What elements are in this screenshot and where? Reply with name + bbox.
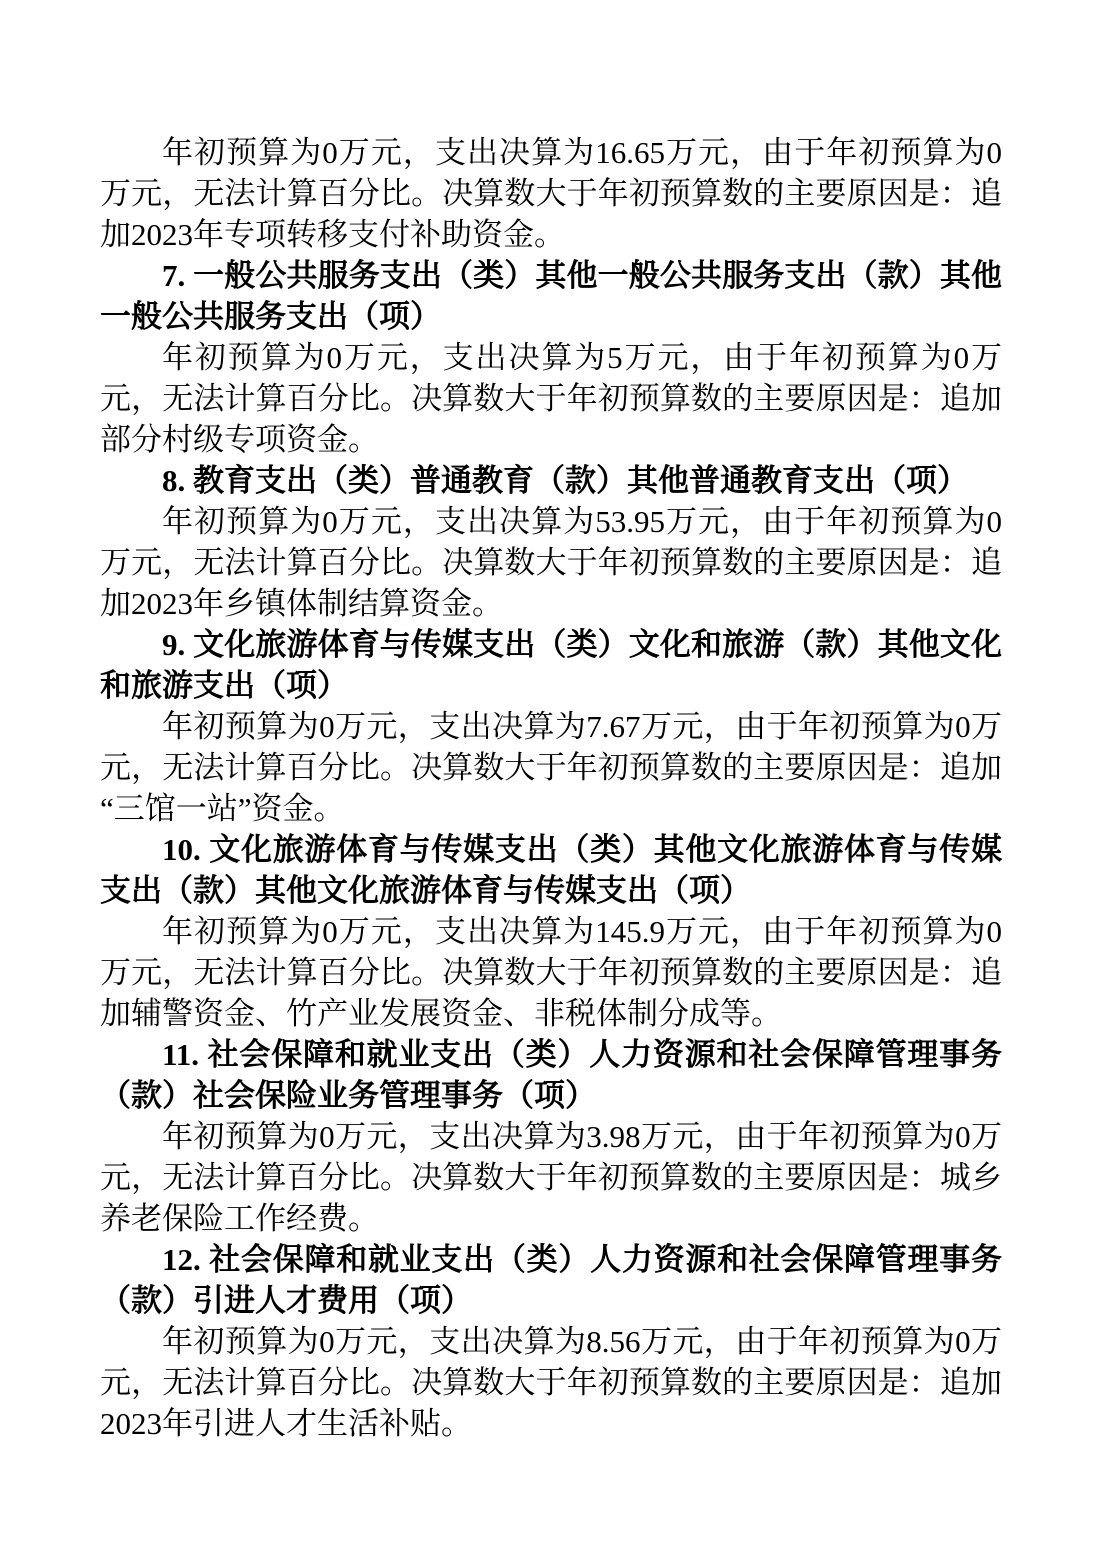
- document-body: [100, 132, 1002, 1444]
- paragraph-item11-detail: 年初预算为0万元，支出决算为3.98万元，由于年初预算为0万元，无法计算百分比。决算数大于年初预算数的主要原因是：城乡养老保险工作经费。: [100, 1119, 1002, 1236]
- paragraph-item10-detail: 年初预算为0万元，支出决算为145.9万元，由于年初预算为0万元，无法计算百分比。决算数大于年初预算数的主要原因是：追加辅警资金、竹产业发展资金、非税体制分成等。: [100, 914, 1002, 1031]
- paragraph-item12-detail: 年初预算为0万元，支出决算为8.56万元，由于年初预算为0万元，无法计算百分比。决算数大于年初预算数的主要原因是：追加2023年引进人才生活补贴。: [100, 1324, 1002, 1441]
- heading-item10: 10. 文化旅游体育与传媒支出（类）其他文化旅游体育与传媒支出（款）其他文化旅游体育与传媒支出（项）: [100, 832, 1002, 908]
- heading-item8: 8. 教育支出（类）普通教育（款）其他普通教育支出（项）: [162, 463, 968, 498]
- paragraph-item6-detail: 年初预算为0万元，支出决算为16.65万元，由于年初预算为0万元，无法计算百分比。决算数大于年初预算数的主要原因是：追加2023年专项转移支付补助资金。: [100, 135, 1002, 252]
- paragraph-item8-detail: 年初预算为0万元，支出决算为53.95万元，由于年初预算为0万元，无法计算百分比。决算数大于年初预算数的主要原因是：追加2023年乡镇体制结算资金。: [100, 504, 1002, 621]
- heading-item7: 7. 一般公共服务支出（类）其他一般公共服务支出（款）其他一般公共服务支出（项）: [100, 258, 1002, 334]
- heading-item9: 9. 文化旅游体育与传媒支出（类）文化和旅游（款）其他文化和旅游支出（项）: [100, 627, 1002, 703]
- paragraph-item9-detail: 年初预算为0万元，支出决算为7.67万元，由于年初预算为0万元，无法计算百分比。决算数大于年初预算数的主要原因是：追加“三馆一站”资金。: [100, 709, 1002, 826]
- heading-item11: 11. 社会保障和就业支出（类）人力资源和社会保障管理事务（款）社会保险业务管理事务（项）: [100, 1037, 1002, 1113]
- paragraph-item7-detail: 年初预算为0万元，支出决算为5万元，由于年初预算为0万元，无法计算百分比。决算数大于年初预算数的主要原因是：追加部分村级专项资金。: [100, 340, 1002, 457]
- heading-item12: 12. 社会保障和就业支出（类）人力资源和社会保障管理事务（款）引进人才费用（项）: [100, 1242, 1002, 1318]
